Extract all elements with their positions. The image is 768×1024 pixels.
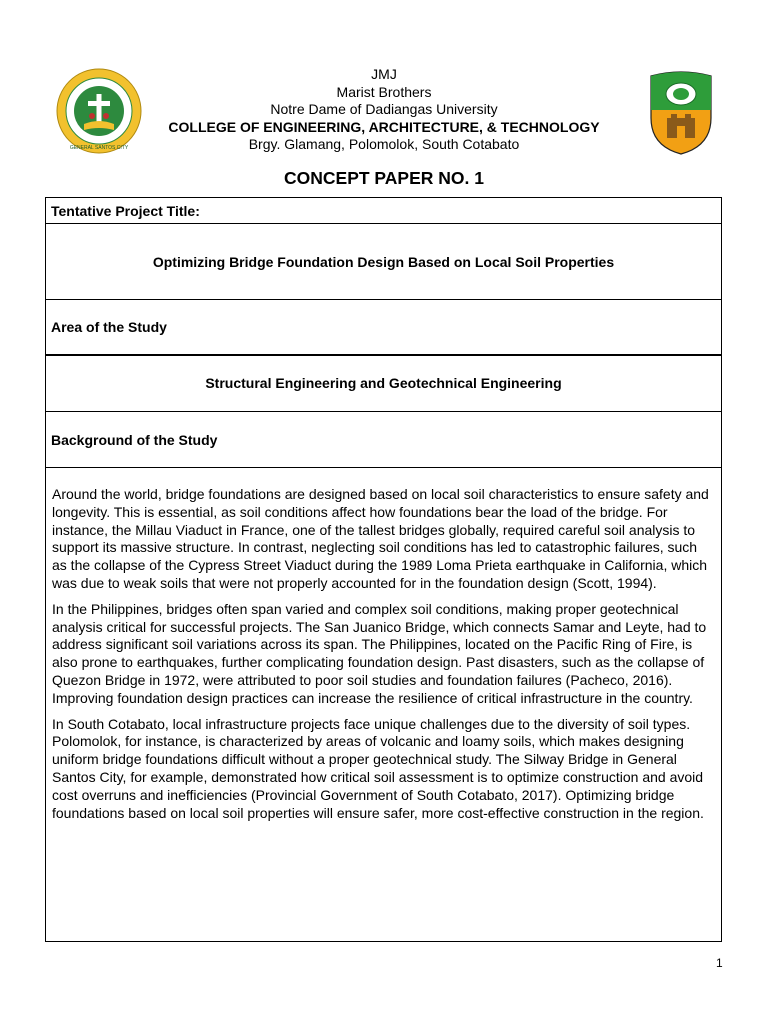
background-label: Background of the Study <box>46 412 722 468</box>
background-paragraph: Around the world, bridge foundations are designed based on local soil characteristics to ensure safety and longevity. This is essential, as soil conditions affect how foundations bear the load of the bridge. For instance, the Millau Viaduct in France, one of the tallest bridges globally, required careful soil analysis to support its massive structure. In contrast, neglecting soil conditions has led to catastrophic failures, such as the collapse of the Cypress Street Viaduct during the 1989 Loma Prieta earthquake in California, which was due to weak soils that were not properly accounted for in the foundation design (Scott, 1994). <box>52 486 709 591</box>
background-paragraph: In the Philippines, bridges often span varied and complex soil conditions, making proper geotechnical analysis critical for successful projects. The San Juanico Bridge, which connects Samar and Leyte, had to address significant soil variations across its span. The Philippines, located on the Pacific Ring of Fire, is also prone to earthquakes, further complicating foundation design. Past disasters, such as the collapse of Quezon Bridge in 1972, were attributed to poor soil studies and foundation failures (Pacheco, 2016). Improving foundation design practices can increase the resilience of critical infrastructure in the country. <box>52 600 707 706</box>
document-title: CONCEPT PAPER NO. 1 <box>284 168 484 188</box>
header-college: COLLEGE OF ENGINEERING, ARCHITECTURE, & TECHNOLOGY <box>168 118 600 135</box>
seal-bottom-text: GENERAL SANTOS CITY <box>69 145 129 151</box>
page-number: 1 <box>716 956 723 970</box>
area-of-study-value: Structural Engineering and Geotechnical Engineering <box>46 355 722 412</box>
project-title: Optimizing Bridge Foundation Design Based on Local Soil Properties <box>46 224 722 300</box>
area-of-study-label: Area of the Study <box>46 300 722 355</box>
header-university: Notre Dame of Dadiangas University <box>270 101 498 117</box>
concept-paper-table <box>45 197 722 942</box>
header-jmj: JMJ <box>371 66 397 82</box>
university-seal-logo <box>56 68 142 154</box>
background-body <box>46 468 722 942</box>
tentative-title-label: Tentative Project Title: <box>46 198 722 224</box>
header-address: Brgy. Glamang, Polomolok, South Cotabato <box>248 136 520 152</box>
header-marist: Marist Brothers <box>336 83 432 100</box>
college-shield-logo <box>647 70 715 156</box>
background-paragraph: In South Cotabato, local infrastructure projects face unique challenges due to the diversity of soil types. Polomolok, for instance, is characterized by areas of volcanic and loamy soils, which makes designing uniform bridge foundations difficult without a proper geotechnical study. The Silway Bridge in General Santos City, for example, demonstrated how critical soil assessment is to optimize construction and avoid cost overruns and inefficiencies (Provincial Government of South Cotabato, 2017). Optimizing bridge foundations based on local soil properties will ensure safer, more cost-effective construction in the region. <box>52 715 704 821</box>
